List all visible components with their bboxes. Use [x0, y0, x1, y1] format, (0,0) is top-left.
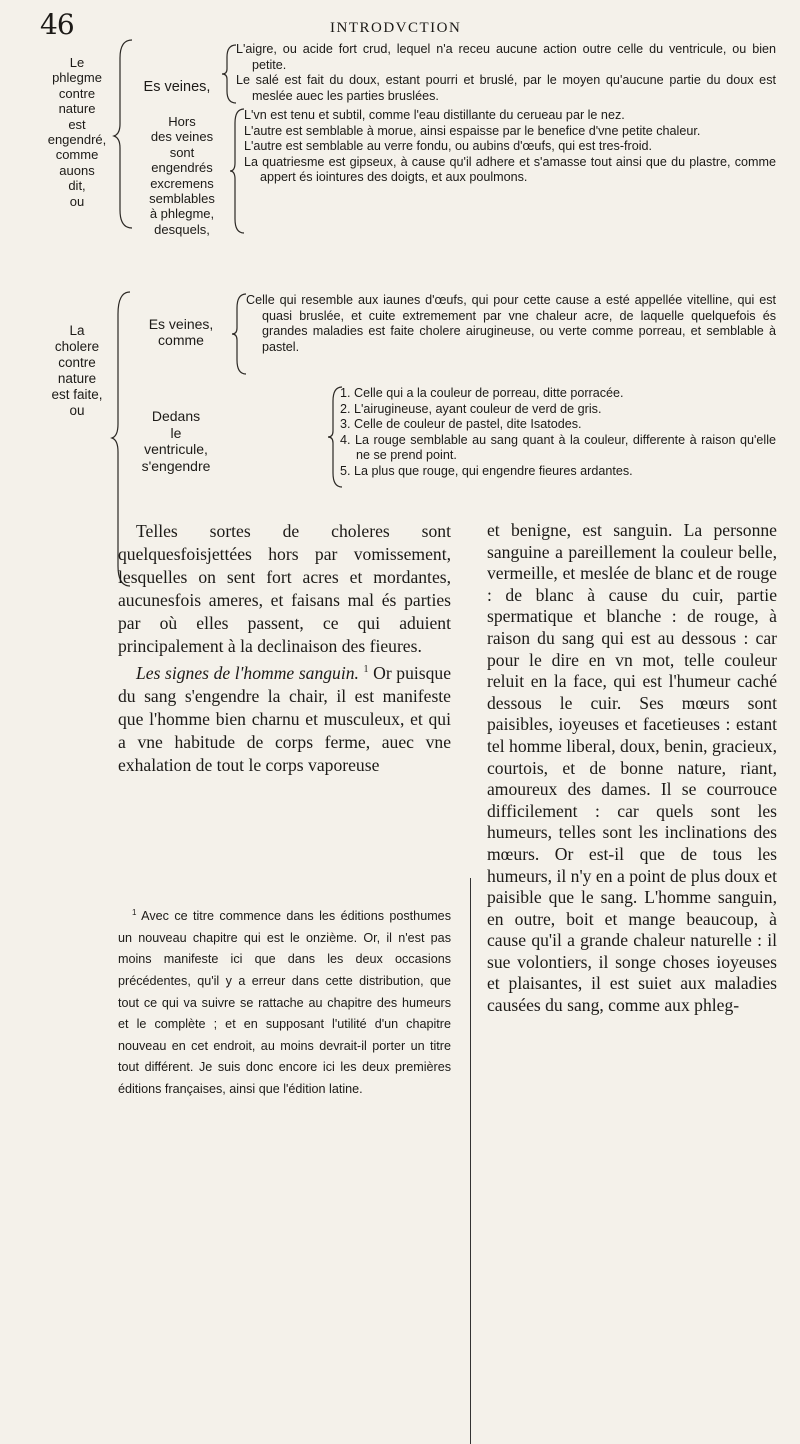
- list-item: L'autre est semblable à morue, ainsi espaisse par le benefice d'vne petite chaleur.: [244, 123, 701, 138]
- list-item: L'autre est semblable au verre fondu, ou aubins d'œufs, qui est tres-froid.: [244, 139, 653, 153]
- right-column: [487, 520, 777, 1017]
- list-item: L'aigre, ou acide fort crud, lequel n'a receu aucune action outre celle du ventricule, ou bien petite.: [236, 42, 776, 72]
- list-item: 2. L'airugineuse, ayant couleur de verd de gris.: [340, 401, 602, 416]
- cholere-es-veines: Es veines, comme: [148, 316, 214, 348]
- list-item: Le salé est fait du doux, estant pourri et bruslé, par le moyen qu'aucune partie du doux est meslée auec les parties bruslées.: [236, 73, 776, 103]
- list-item: 3. Celle de couleur de pastel, dite Isatodes.: [340, 417, 582, 431]
- running-head: INTRODVCTION: [330, 20, 462, 36]
- footnote: $^1$ Avec ce titre commence dans les éditions posthumes un nouveau chapitre qui est le onzième. Or, il n'est pas moins manifeste ici que dans les deux occasions précédentes, qu'il y a erreur dans cette distribution, que tout ce qui va suivre se rattache au chapitre des humeurs et le complète ; et en supposant l'utilité d'un chapitre nouveau en cet endroit, au moins devrait-il porter un titre tout différent. Je suis donc encore ici les deux premières éditions françaises, ainsi que l'édition latine.: [118, 908, 451, 1096]
- list-item: 4. La rouge semblable au sang quant à la couleur, differente à raison qu'elle ne se prend point.: [340, 432, 776, 462]
- cholere-label: La cholere contre nature est faite, ou: [51, 323, 103, 418]
- footnote-reference: 1: [363, 664, 369, 675]
- phlegme-es-veines: Es veines,: [143, 79, 211, 95]
- paragraph: Les signes de l'homme sanguin. $^1$ Or puisque du sang s'engendre la chair, il est manifeste que l'homme bien charnu et musculeux, et qui a vne habitude de corps ferme, auec vne exhalation de tout le corps vaporeuse: [118, 662, 452, 775]
- list-item: L'vn est tenu et subtil, comme l'eau distillante du cerueau par le nez.: [244, 108, 625, 122]
- cholere-dedans-list: [340, 386, 776, 479]
- phlegme-es-veines-list: [236, 42, 776, 104]
- phlegme-hors-list: [244, 108, 776, 186]
- left-column: [118, 520, 451, 777]
- list-item: Celle qui resemble aux iaunes d'œufs, qui pour cette cause a esté appellée vitelline, qui est quasi bruslée, et cuite extremement par vne chaleur acre, de laquelle quelquefois és grandes maladies est faite cholere airugineuse, ou verte comme porreau, et semblable à pastel.: [246, 293, 776, 354]
- cholere-dedans: Dedans le ventricule, s'engendre: [141, 408, 211, 474]
- section-title: Les signes de l'homme sanguin.: [136, 662, 359, 683]
- list-item: 5. La plus que rouge, qui engendre fieures ardantes.: [340, 463, 633, 478]
- list-item: 1. Celle qui a la couleur de porreau, ditte porracée.: [340, 386, 624, 400]
- phlegme-hors: Hors des veines sont engendrés excremens semblables à phlegme, desquels,: [149, 114, 215, 237]
- footnote-mark: 1: [132, 908, 137, 917]
- page-number: 46: [40, 8, 74, 41]
- paragraph: et benigne, est sanguin. La personne sanguine a pareillement la couleur belle, vermeille, et meslée de blanc et de rouge : de blanc à cause du cuir, partie spermatique et blanche : de rouge, à raison du sang qui est au dessous : car pour le dire en vn mot, telle couleur reluit en la face, qui est l'humeur caché dessous le cuir. Ses mœurs sont paisibles, ioyeuses et facetieuses : estant tel homme liberal, doux, benin, gracieux, courtois, et de bonne nature, riant, amoureux des dames. Il se courrouce difficilement : car quels sont les humeurs, telles sont les inclinations des mœurs. Or est-il que de tous les humeurs, il n'y en a point de plus doux et paisible que le sang. L'homme sanguin, en outre, boit et mange beaucoup, à cause qu'il a grande chaleur naturelle : il sue volontiers, il songe choses ioyeuses et plaisantes, il est suiet aux maladies causées du sang, comme aux phleg-: [487, 520, 777, 1016]
- list-item: La quatriesme est gipseux, à cause qu'il adhere et s'amasse tout ainsi que du plastre, comme appert és iointures des doigts, et aux poulmons.: [244, 154, 776, 184]
- paragraph: Telles sortes de choleres sont quelquesfoisjettées hors par vomissement, lesquelles on sent fort acres et mordantes, aucunesfois ameres, et faisans mal és parties par où elles passent, ce qui aduient principalement à la declinaison des fieures.: [118, 521, 451, 656]
- phlegme-label: Le phlegme contre nature est engendré, comme auons dit, ou: [47, 55, 107, 209]
- column-divider: [470, 878, 471, 1444]
- phlegme-main-brace: [114, 38, 134, 230]
- cholere-es-veines-list: [246, 293, 776, 355]
